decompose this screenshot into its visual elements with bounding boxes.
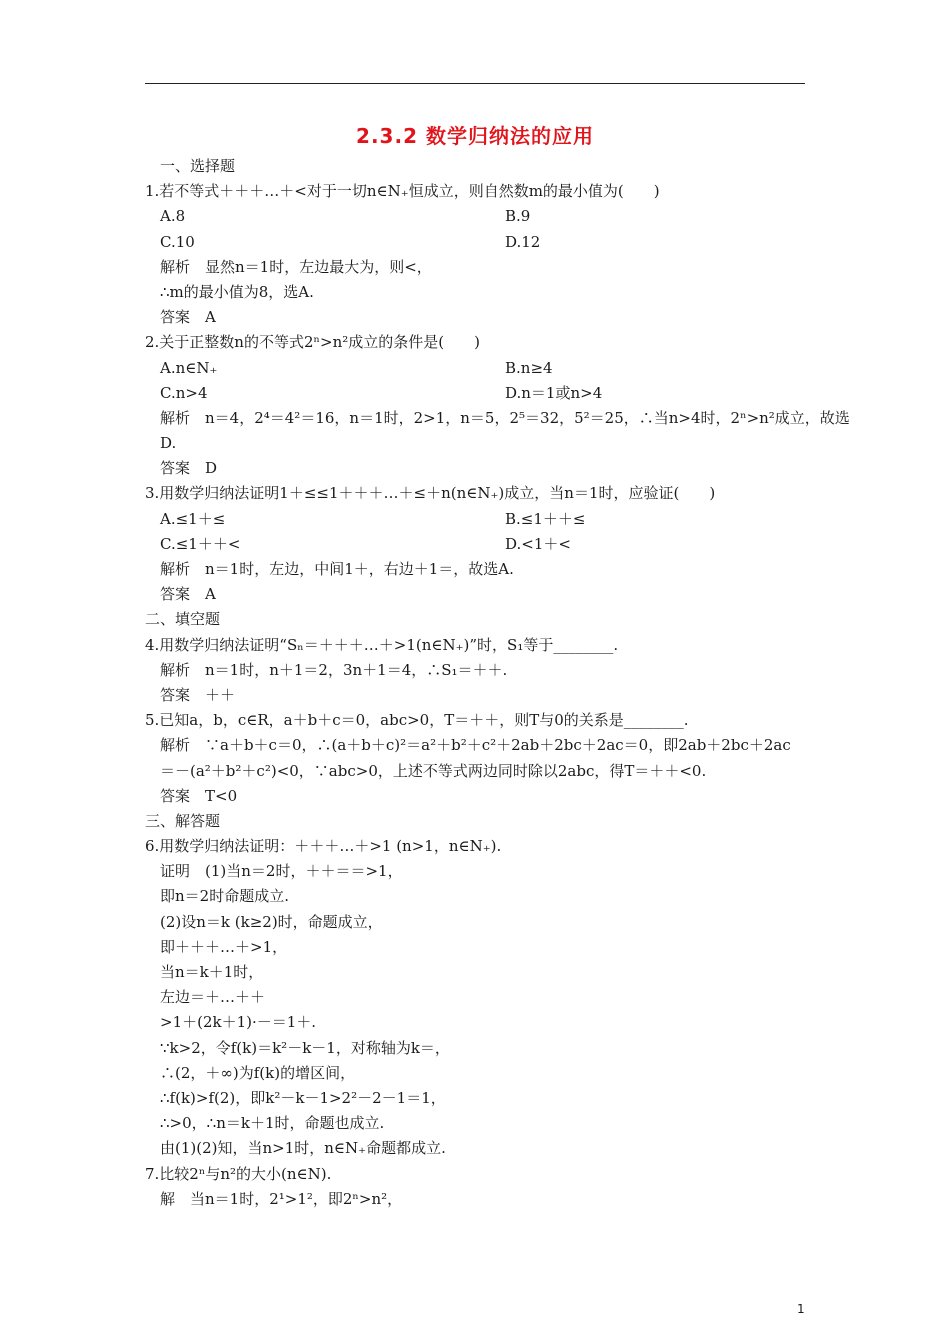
option-item: D.n＝1或n>4 (505, 383, 603, 402)
document-body (145, 154, 850, 1212)
text-line: 解 当n＝1时，2¹>1²，即2ⁿ>n²， (160, 1189, 403, 1208)
option-item: A.≤1＋≤ (160, 509, 226, 528)
text-line: ∴>0，∴n＝k＋1时，命题也成立. (160, 1114, 385, 1133)
text-line: 答案 A (160, 585, 216, 604)
option-row (145, 356, 807, 381)
header-rule (145, 83, 805, 84)
text-line: (2)设n＝k (k≥2)时，命题成立， (160, 912, 383, 931)
text-line: D. (160, 434, 177, 453)
option-item: C.≤1＋＋< (160, 534, 241, 553)
option-item: C.10 (160, 232, 195, 251)
option-item: B.9 (505, 207, 531, 226)
text-line: 解析 显然n＝1时，左边最大为，则<， (160, 257, 432, 276)
text-line: ＝－(a²＋b²＋c²)<0，∵abc>0，上述不等式两边同时除以2abc，得T＝＋＋<0. (160, 761, 707, 780)
option-row (145, 204, 807, 229)
option-row (145, 230, 807, 255)
text-line: ∵k>2，令f(k)＝k²－k－1，对称轴为k＝， (160, 1038, 450, 1057)
text-line: 三、解答题 (145, 811, 221, 830)
text-line: ∴m的最小值为8，选A. (160, 282, 314, 301)
text-line: 当n＝k＋1时， (160, 963, 264, 981)
page-number: 1 (797, 1302, 805, 1316)
text-line: 即＋＋＋…＋>1， (160, 937, 288, 956)
text-line: 答案 D (160, 459, 218, 478)
text-line: 左边＝＋…＋＋ (160, 988, 266, 1007)
text-line: 3.用数学归纳法证明1＋≤≤1＋＋＋…＋≤＋n(n∈N₊)成立，当n＝1时，应验证( ) (145, 484, 716, 503)
option-row (145, 381, 807, 406)
text-line: 4.用数学归纳法证明“Sₙ＝＋＋＋…＋>1(n∈N₊)”时，S₁等于________. (145, 635, 619, 654)
text-line: ∴f(k)>f(2)，即k²－k－1>2²－2－1＝1， (160, 1088, 446, 1107)
option-item: C.n>4 (160, 383, 208, 402)
text-line: 答案 A (160, 308, 216, 327)
text-line: 答案 ＋＋ (160, 685, 236, 704)
text-line: 解析 n＝1时，n＋1＝2，3n＋1＝4，∴S₁＝＋＋. (160, 660, 508, 679)
option-item: D.12 (505, 232, 541, 251)
text-line: 解析 ∵a＋b＋c＝0，∴(a＋b＋c)²＝a²＋b²＋c²＋2ab＋2bc＋2ac＝0，即2ab＋2bc＋2ac (160, 736, 791, 755)
option-item: A.n∈N₊ (160, 358, 218, 377)
text-line: 解析 n＝4，2⁴＝4²＝16，n＝1时，2>1，n＝5，2⁵＝32，5²＝25，∴当n>4时，2ⁿ>n²成立，故选 (160, 408, 850, 427)
text-line: 7.比较2ⁿ与n²的大小(n∈N). (145, 1164, 332, 1183)
text-line: 解析 n＝1时，左边，中间1＋，右边＋1＝，故选A. (160, 560, 514, 578)
text-line: 1.若不等式＋＋＋…＋<对于一切n∈N₊恒成立，则自然数m的最小值为( ) (145, 182, 660, 201)
text-line: 2.关于正整数n的不等式2ⁿ>n²成立的条件是( ) (145, 333, 480, 352)
option-item: B.≤1＋＋≤ (505, 509, 586, 528)
text-line: ∴(2，＋∞)为f(k)的增区间， (160, 1063, 356, 1082)
text-line: 证明 (1)当n＝2时，＋＋＝＝>1， (160, 862, 403, 881)
text-line: >1＋(2k＋1)·－＝1＋. (160, 1013, 317, 1032)
text-line: 6.用数学归纳法证明：＋＋＋…＋>1 (n>1，n∈N₊). (145, 837, 502, 856)
text-line: 由(1)(2)知，当n>1时，n∈N₊命题都成立. (160, 1139, 446, 1158)
option-row (145, 532, 807, 557)
text-line: 即n＝2时命题成立. (160, 887, 289, 906)
text-line: 二、填空题 (145, 610, 221, 629)
option-row (145, 507, 807, 532)
page-title: 2.3.2 数学归纳法的应用 (356, 124, 594, 148)
option-item: A.8 (160, 207, 186, 226)
option-item: B.n≥4 (505, 358, 553, 377)
text-line: 答案 T<0 (160, 786, 238, 805)
text-line: 5.已知a，b，c∈R，a＋b＋c＝0，abc>0，T＝＋＋，则T与0的关系是________. (145, 711, 689, 730)
option-item: D.<1＋< (505, 534, 571, 553)
text-line: 一、选择题 (160, 157, 236, 175)
